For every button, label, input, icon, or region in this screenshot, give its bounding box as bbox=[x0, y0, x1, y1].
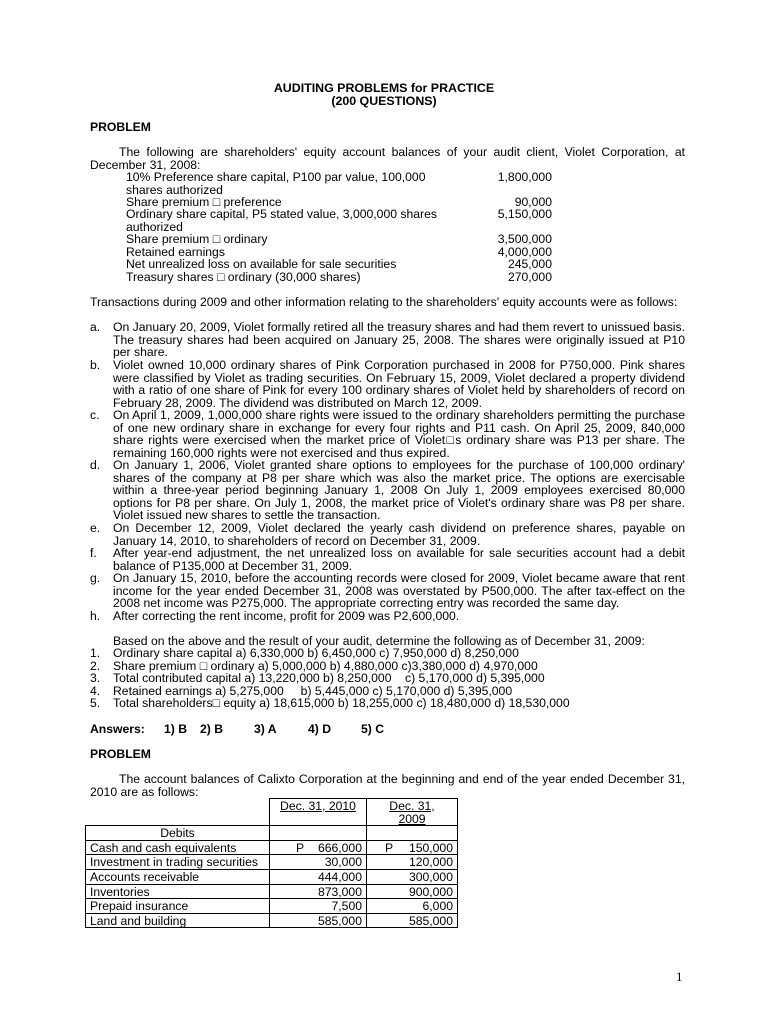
problem-intro: The following are shareholders' equity account balances of your audit client, Violet Corporation, at December 31, 2008: bbox=[90, 145, 685, 172]
account-balances-table bbox=[85, 798, 458, 928]
item-text: On January 1, 2006, Violet granted share options to employees for the purchase of 100,000 ordinary' shares of the company at P8 per share which was also the market price. The options are exercisable within a three-year period beginning January 1, 2008 On July 1, 2009 employees exercised 80,000 options for P8 per share. On July 1, 2008, the market price of Violet's ordinary share was P8 per share. Violet issued new shares to settle the transaction. bbox=[113, 458, 685, 523]
question-text: Total shareholders□ equity a) 18,615,000 b) 18,255,000 c) 18,480,000 d) 18,530,000 bbox=[113, 696, 570, 710]
table-row bbox=[86, 855, 458, 870]
answer-item: 5) C bbox=[361, 722, 385, 736]
question-text: Share premium □ ordinary a) 5,000,000 b) 4,880,000 c)3,380,000 d) 4,970,000 bbox=[113, 659, 538, 673]
problem-heading: PROBLEM bbox=[90, 747, 151, 761]
amount-2010: 7,500 bbox=[270, 899, 367, 914]
balance-label: Share premium □ preference bbox=[126, 195, 282, 209]
answers-label: Answers: bbox=[90, 722, 145, 736]
problem-heading: PROBLEM bbox=[90, 120, 151, 134]
balance-label: Retained earnings bbox=[126, 245, 225, 259]
account-name: Investment in trading securities bbox=[86, 855, 270, 870]
table-row bbox=[86, 869, 458, 884]
balance-amount: 5,150,000 bbox=[497, 207, 552, 221]
item-text: After year-end adjustment, the net unrealized loss on available for sale securities account had a debit balance of P135,000 at December 31, 2009. bbox=[113, 546, 685, 573]
amount-2009: 6,000 bbox=[367, 899, 458, 914]
problem-intro: The account balances of Calixto Corporation at the beginning and end of the year ended December 31, 2010 are as follows: bbox=[90, 772, 685, 799]
balance-amount: 90,000 bbox=[514, 195, 552, 209]
item-marker: d. bbox=[90, 458, 101, 472]
balance-label: Ordinary share capital, P5 stated value, 3,000,000 shares authorized bbox=[126, 207, 437, 234]
page-number: 1 bbox=[676, 969, 683, 984]
balance-amount: 4,000,000 bbox=[497, 245, 552, 259]
balance-amount: 1,800,000 bbox=[497, 170, 552, 184]
table-header-row bbox=[86, 799, 458, 826]
answer-item: 1) B bbox=[164, 722, 188, 736]
question-text: Retained earnings a) 5,275,000 b) 5,445,000 c) 5,170,000 d) 5,395,000 bbox=[113, 684, 513, 698]
item-marker: h. bbox=[90, 609, 101, 623]
item-marker: 5. bbox=[90, 696, 101, 710]
item-marker: 2. bbox=[90, 659, 101, 673]
transactions-intro: Transactions during 2009 and other information relating to the shareholders' equity accounts were as follows: bbox=[90, 295, 678, 309]
balance-amount: 270,000 bbox=[507, 270, 552, 284]
questions-intro: Based on the above and the result of your audit, determine the following as of December 31, 2009: bbox=[113, 634, 645, 648]
item-text: Violet owned 10,000 ordinary shares of Pink Corporation purchased in 2008 for P750,000. Pink shares were classified by Violet as trading securities. On February 15, 2009, Violet declared a property dividend with a ratio of one share of Pink for every 100 ordinary shares of Violet held by shareholders of record on February 28, 2009. The dividend was distributed on March 12, 2009. bbox=[113, 358, 685, 410]
account-name: Land and building bbox=[86, 913, 270, 928]
amount-2009: 900,000 bbox=[367, 884, 458, 899]
column-header: Dec. 31, 2009 bbox=[367, 799, 458, 826]
account-name: Inventories bbox=[86, 884, 270, 899]
amount-2010: 585,000 bbox=[270, 913, 367, 928]
document-title: AUDITING PROBLEMS for PRACTICE bbox=[273, 81, 495, 95]
balance-amount: 245,000 bbox=[507, 257, 552, 271]
item-marker: 1. bbox=[90, 646, 101, 660]
answer-item: 4) D bbox=[308, 722, 332, 736]
item-marker: 4. bbox=[90, 684, 101, 698]
amount-2010: 444,000 bbox=[270, 869, 367, 884]
account-name: Cash and cash equivalents bbox=[86, 840, 270, 855]
table-row bbox=[86, 840, 458, 855]
amount-2010: 30,000 bbox=[270, 855, 367, 870]
table-row bbox=[86, 913, 458, 928]
item-text: After correcting the rent income, profit for 2009 was P2,600,000. bbox=[113, 609, 460, 623]
table-row bbox=[86, 884, 458, 899]
item-marker: b. bbox=[90, 358, 101, 372]
answer-item: 3) A bbox=[254, 722, 277, 736]
account-name: Accounts receivable bbox=[86, 869, 270, 884]
question-text: Ordinary share capital a) 6,330,000 b) 6,450,000 c) 7,950,000 d) 8,250,000 bbox=[113, 646, 519, 660]
item-marker: 3. bbox=[90, 671, 101, 685]
amount-2009: P 150,000 bbox=[367, 840, 458, 855]
item-marker: g. bbox=[90, 571, 101, 585]
amount-2010: 873,000 bbox=[270, 884, 367, 899]
item-text: On January 20, 2009, Violet formally retired all the treasury shares and had them revert to unissued basis. The treasury shares had been acquired on January 25, 2008. The shares were originally issued at P10 per share. bbox=[113, 320, 685, 360]
balance-label: Treasury shares □ ordinary (30,000 shares) bbox=[126, 270, 361, 284]
amount-2010: P 666,000 bbox=[270, 840, 367, 855]
balance-amount: 3,500,000 bbox=[497, 232, 552, 246]
answer-item: 2) B bbox=[200, 722, 224, 736]
balance-label: 10% Preference share capital, P100 par value, 100,000 shares authorized bbox=[126, 170, 426, 197]
item-text: On January 15, 2010, before the accounting records were closed for 2009, Violet became aware that rent income for the year ended December 31, 2008 was overstated by P500,000. The after tax-effect on the 2008 net income was P275,000. The appropriate correcting entry was recorded the same day. bbox=[113, 571, 685, 611]
section-label: Debits bbox=[86, 826, 270, 841]
amount-2009: 120,000 bbox=[367, 855, 458, 870]
account-name: Prepaid insurance bbox=[86, 899, 270, 914]
item-marker: f. bbox=[90, 546, 97, 560]
item-text: On April 1, 2009, 1,000,000 share rights were issued to the ordinary shareholders permitting the purchase of one new ordinary share in exchange for every four rights and P11 cash. On April 25, 2009, 840,000 share rights were exercised when the market price of Violet□s ordinary share was P13 per share. The remaining 160,000 rights were not exercised and thus expired. bbox=[113, 408, 685, 460]
item-text: On December 12, 2009, Violet declared the yearly cash dividend on preference shares, payable on January 14, 2010, to shareholders of record on December 31, 2009. bbox=[113, 521, 685, 548]
table-row bbox=[86, 899, 458, 914]
column-header: Dec. 31, 2010 bbox=[270, 799, 367, 826]
table-section-row bbox=[86, 826, 458, 841]
item-marker: e. bbox=[90, 521, 101, 535]
amount-2009: 585,000 bbox=[367, 913, 458, 928]
question-text: Total contributed capital a) 13,220,000 b) 8,250,000 c) 5,170,000 d) 5,395,000 bbox=[113, 671, 545, 685]
item-marker: c. bbox=[90, 408, 100, 422]
amount-2009: 300,000 bbox=[367, 869, 458, 884]
document-subtitle: (200 QUESTIONS) bbox=[331, 94, 437, 108]
item-marker: a. bbox=[90, 320, 101, 334]
balance-label: Net unrealized loss on available for sale securities bbox=[126, 257, 397, 271]
balance-label: Share premium □ ordinary bbox=[126, 232, 268, 246]
